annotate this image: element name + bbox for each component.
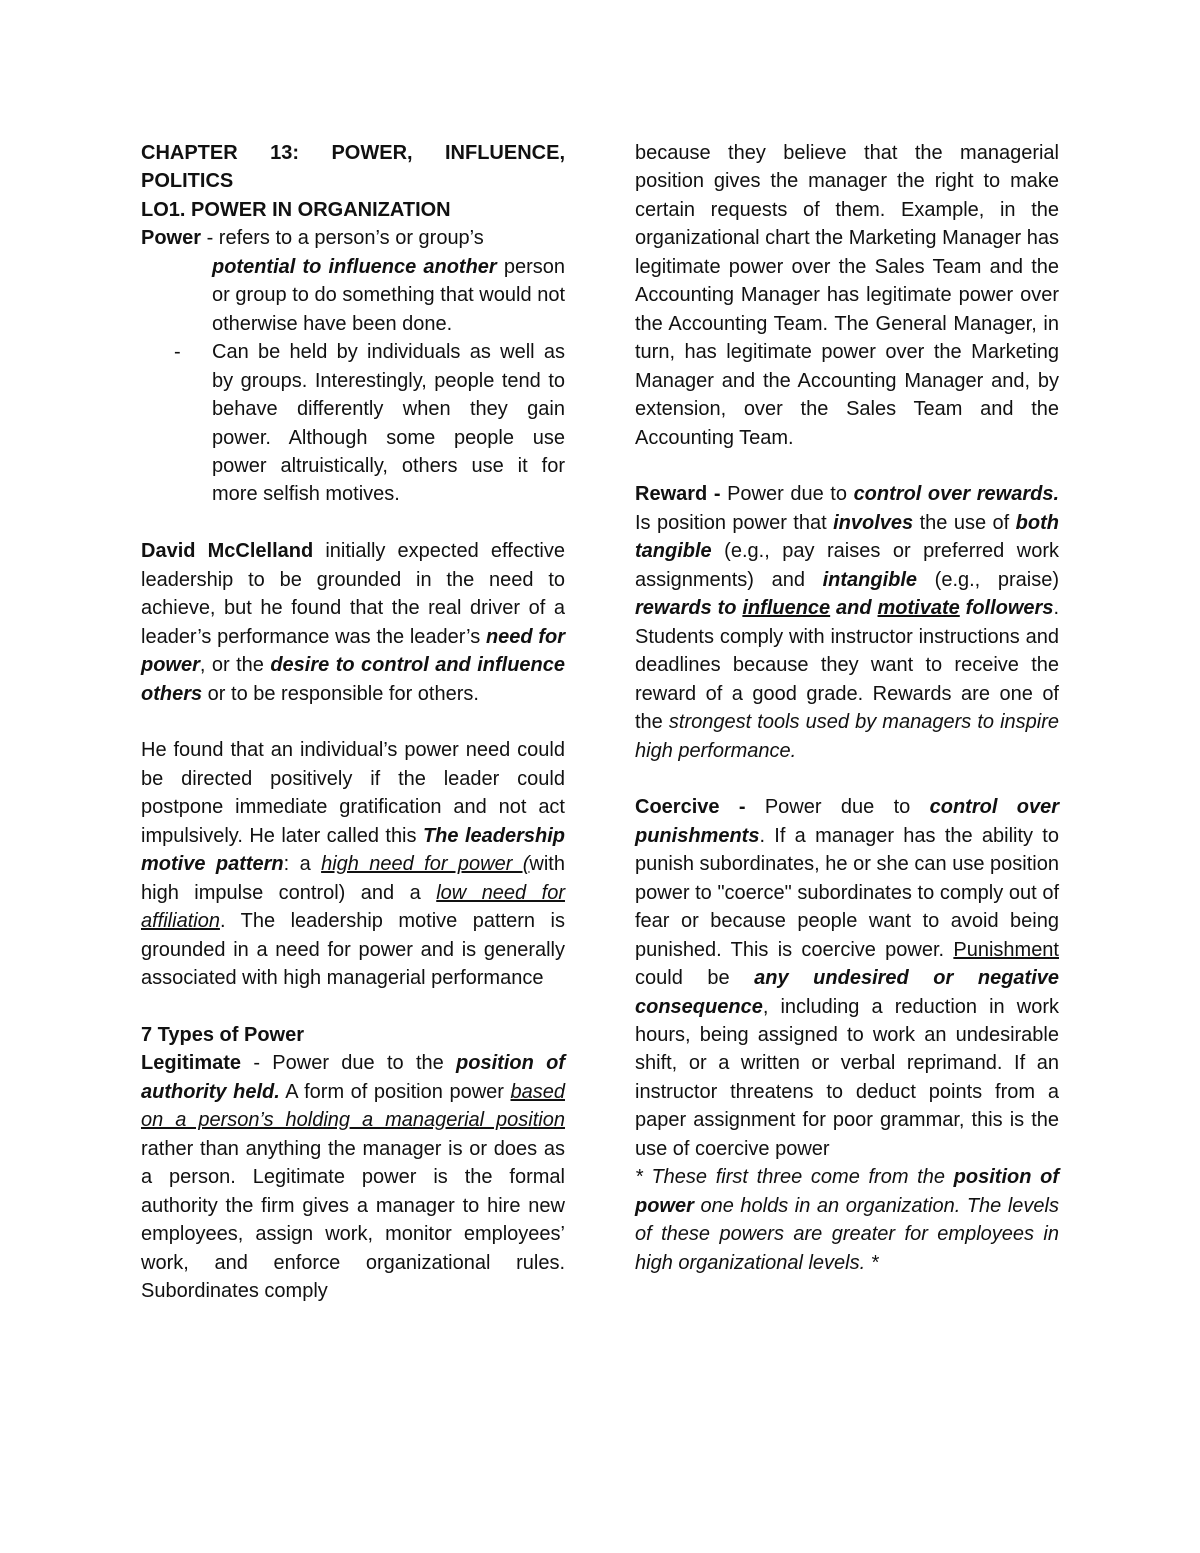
power-bullet: - Can be held by individuals as well as by groups. Interestingly, people tend to behave differently when they gain power. Although some people use power altruistically, others use it for more selfish motives.: [141, 338, 565, 509]
power-term: Power: [141, 227, 202, 250]
dash-marker: -: [174, 341, 181, 364]
position-power-note: * These first three come from the position of power one holds in an organization. The levels of these powers are greater for employees in high organizational levels. *: [635, 1166, 1059, 1274]
power-definition-cont: potential to influence another person or group to do something that would not otherwise have been done.: [212, 255, 565, 335]
chapter-title: CHAPTER 13: POWER, INFLUENCE, POLITICS: [141, 142, 565, 193]
lo-title: LO1. POWER IN ORGANIZATION: [141, 198, 451, 221]
legitimate-paragraph: Legitimate - Power due to the position of authority held. A form of position power based on a person’s holding a managerial position rather than anything the manager is or does as a person. Legitimate power is the formal authority the firm gives a manager to hire new employees, assign work, monitor employees’ work, and enforce organizational rules. Subordinates comply: [141, 1052, 565, 1303]
left-column: [141, 139, 565, 1306]
legitimate-continued: because they believe that the managerial position gives the manager the right to make certain requests of them. Example, in the organizational chart the Marketing Manager has legitimate power over the Sales Team and the Accounting Manager has legitimate power over the Accounting Team. The General Manager, in turn, has legitimate power over the Marketing Manager and the Accounting Manager and, by extension, over the Sales Team and the Accounting Team.: [635, 142, 1059, 449]
mcclelland-paragraph: David McClelland initially expected effective leadership to be grounded in the need to achieve, but he found that the real driver of a leader’s performance was the leader’s need for power, or the desire to control and influence others or to be responsible for others.: [141, 540, 565, 705]
right-column: [635, 139, 1059, 1277]
types-heading: 7 Types of Power: [141, 1024, 305, 1046]
motive-pattern-paragraph: He found that an individual’s power need could be directed positively if the leader could postpone immediate gratification and not act impulsively. He later called this The leadership motive pattern: a high need for power (with high impulse control) and a low need for affiliation. The leadership motive pattern is grounded in a need for power and is generally associated with high managerial performance: [141, 739, 565, 990]
power-definition: Power - refers to a person’s or group’s: [141, 227, 484, 250]
coercive-paragraph: Coercive - Power due to control over punishments. If a manager has the ability to punish subordinates, he or she can use position power to "coerce" subordinates to comply out of fear or because people want to avoid being punished. This is coercive power. Punishment could be any undesired or negative consequence, including a reduction in work hours, being assigned to work an undesirable shift, or a written or verbal reprimand. If an instructor threatens to deduct points from a paper assignment for poor grammar, this is the use of coercive power: [635, 796, 1060, 1160]
reward-paragraph: Reward - Power due to control over rewards. Is position power that involves the use of both tangible (e.g., pay raises or preferred work assignments) and intangible (e.g., praise) rewards to influence and motivate followers. Students comply with instructor instructions and deadlines because they want to receive the reward of a good grade. Rewards are one of the strongest tools used by managers to inspire high performance.: [635, 483, 1060, 762]
